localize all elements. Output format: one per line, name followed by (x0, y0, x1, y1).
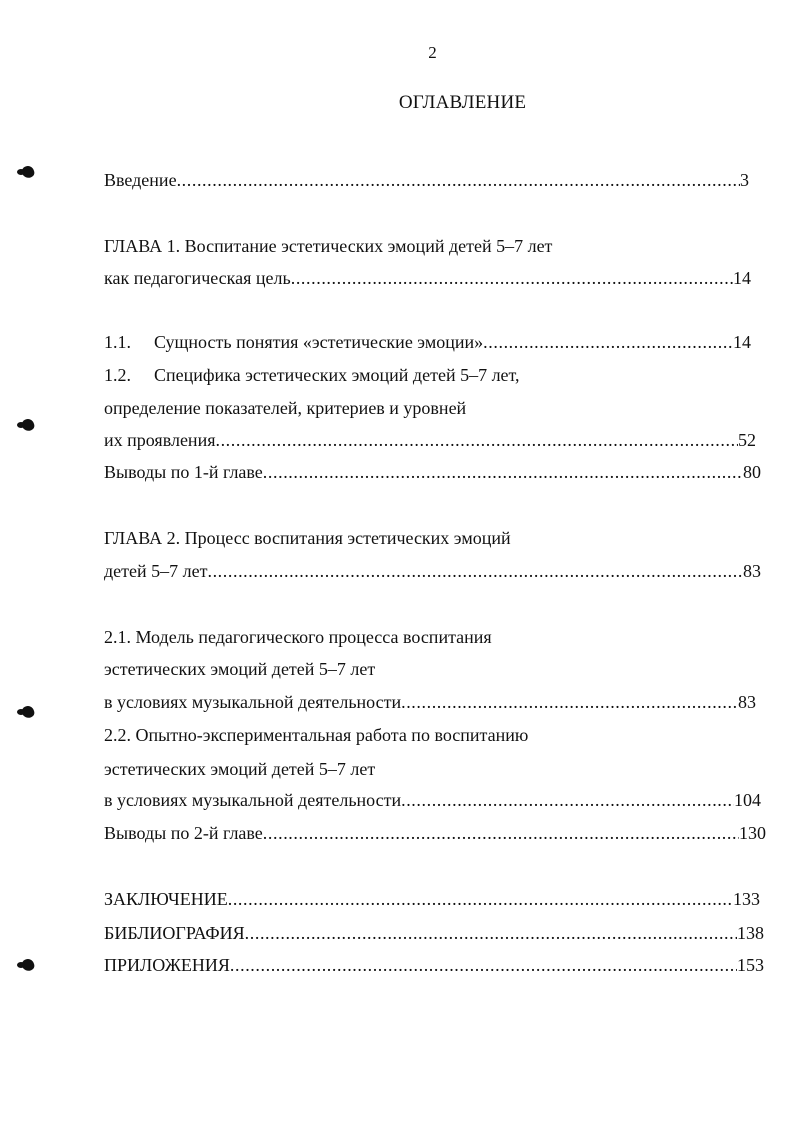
toc-entry-page: 83 (743, 561, 761, 581)
toc-section-2-1-continuation: эстетических эмоций детей 5–7 лет (104, 659, 376, 679)
toc-entry-page: 153 (737, 955, 764, 975)
toc-section-title: Сущность понятия «эстетические эмоции» (154, 332, 484, 352)
page-number: 2 (428, 43, 437, 62)
toc-entry-page: 83 (738, 692, 756, 712)
toc-entry-section-2-1[interactable] (104, 689, 756, 715)
toc-entry-page: 14 (733, 332, 751, 352)
toc-entry-page: 130 (739, 823, 766, 843)
toc-chapter-2-heading: ГЛАВА 2. Процесс воспитания эстетических эмоций (104, 528, 511, 548)
binding-hole-mark (20, 705, 36, 719)
toc-section-1-2-continuation: определение показателей, критериев и уровней (104, 398, 467, 418)
toc-entry-conclusions-2[interactable] (104, 820, 766, 846)
toc-entry-label: Введение (104, 170, 177, 190)
binding-hole-mark (20, 418, 36, 432)
toc-entry-page: 14 (733, 268, 751, 288)
toc-entry-label: БИБЛИОГРАФИЯ (104, 923, 245, 943)
toc-section-1-2-heading (104, 362, 520, 388)
toc-entry-chapter-2[interactable] (104, 558, 761, 584)
toc-entry-section-2-2[interactable] (104, 787, 761, 813)
toc-entry-conclusions-1[interactable] (104, 459, 761, 485)
toc-entry-section-1-1[interactable] (104, 329, 751, 355)
toc-leader-dots (215, 427, 738, 453)
toc-leader-dots (245, 920, 737, 946)
toc-chapter-1-heading: ГЛАВА 1. Воспитание эстетических эмоций детей 5–7 лет (104, 236, 553, 256)
toc-section-2-1-heading: 2.1. Модель педагогического процесса воспитания (104, 627, 492, 647)
binding-hole-mark (20, 165, 36, 179)
toc-entry-intro[interactable] (104, 167, 749, 193)
toc-leader-dots (401, 787, 734, 813)
page-title: ОГЛАВЛЕНИЕ (398, 92, 527, 113)
toc-entry-page: 133 (733, 889, 760, 909)
toc-leader-dots (230, 952, 737, 978)
toc-entry-page: 52 (738, 430, 756, 450)
toc-leader-dots (263, 459, 743, 485)
toc-entry-chapter-1[interactable] (104, 265, 751, 291)
binding-hole-mark (20, 958, 36, 972)
toc-entry-page: 104 (734, 790, 761, 810)
toc-section-title: Специфика эстетических эмоций детей 5–7 лет, (154, 365, 520, 385)
toc-leader-dots (291, 265, 733, 291)
toc-entry-label: ЗАКЛЮЧЕНИЕ (104, 889, 228, 909)
toc-entry-label: детей 5–7 лет (104, 561, 208, 581)
toc-section-number: 1.2. (104, 365, 131, 385)
toc-section-number: 1.1. (104, 332, 131, 352)
toc-entry-label: Выводы по 2-й главе (104, 823, 263, 843)
toc-leader-dots (207, 558, 743, 584)
toc-entry-page: 80 (743, 462, 761, 482)
toc-entry-conclusion[interactable] (104, 886, 760, 912)
toc-entry-label: ПРИЛОЖЕНИЯ (104, 955, 230, 975)
toc-entry-label: в условиях музыкальной деятельности (104, 790, 402, 810)
toc-entry-label: их проявления (104, 430, 216, 450)
toc-entry-label: в условиях музыкальной деятельности (104, 692, 402, 712)
toc-entry-appendices[interactable] (104, 952, 764, 978)
toc-entry-page: 138 (737, 923, 764, 943)
toc-leader-dots (177, 167, 740, 193)
toc-entry-label: Выводы по 1-й главе (104, 462, 263, 482)
toc-leader-dots (483, 329, 733, 355)
toc-entry-section-1-2[interactable] (104, 427, 756, 453)
toc-leader-dots (263, 820, 739, 846)
toc-entry-label: как педагогическая цель (104, 268, 291, 288)
toc-entry-label (104, 329, 483, 355)
toc-section-2-2-heading: 2.2. Опытно-экспериментальная работа по воспитанию (104, 725, 529, 745)
toc-leader-dots (228, 886, 733, 912)
toc-leader-dots (401, 689, 738, 715)
toc-entry-bibliography[interactable] (104, 920, 764, 946)
toc-section-2-2-continuation: эстетических эмоций детей 5–7 лет (104, 759, 376, 779)
toc-entry-page: 3 (740, 170, 749, 190)
